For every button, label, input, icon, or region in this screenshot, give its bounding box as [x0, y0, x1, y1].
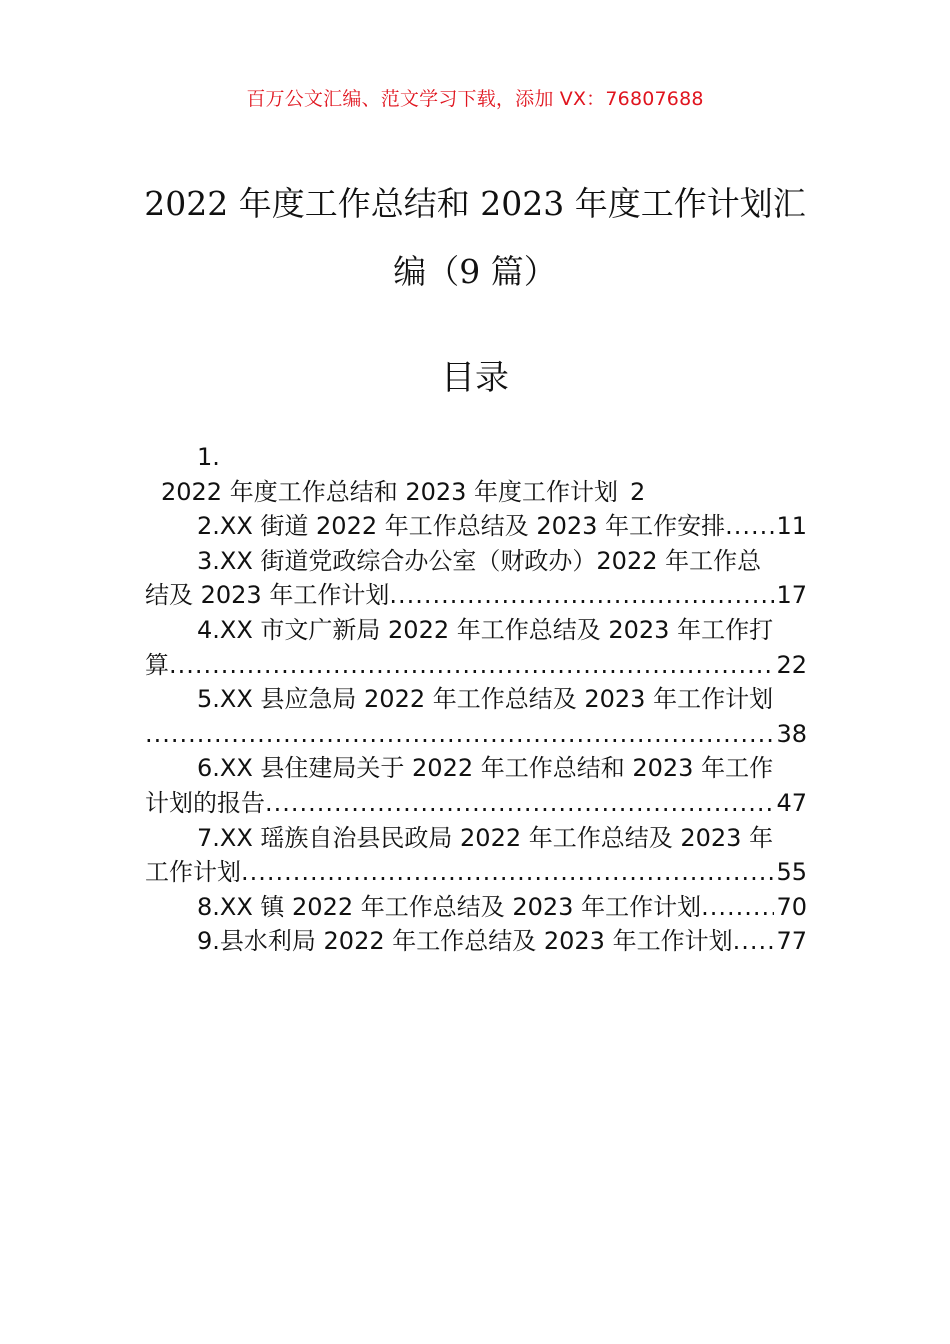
toc-entry-6-leader — [265, 786, 774, 821]
toc-entry-4-page: 22 — [776, 650, 807, 679]
toc-entry-3-leader — [389, 578, 774, 613]
toc-entry-5-line-2 — [145, 717, 807, 752]
toc-entry-4-title-part-1: 4.XX 市文广新局 2022 年工作总结及 2023 年工作打 — [197, 615, 774, 644]
toc-entry-3-line-2 — [145, 578, 807, 613]
toc-entry-7[interactable] — [145, 821, 807, 890]
toc-entry-7-title-part-2: 工作计划 — [145, 858, 241, 887]
toc-entry-7-leader — [241, 855, 774, 890]
toc-entry-6-line-2 — [145, 786, 807, 821]
toc-entry-4-leader — [169, 648, 774, 683]
toc-entry-1-title-line — [145, 475, 807, 510]
toc-entry-8-line — [145, 890, 807, 925]
toc-entry-4-line-1 — [145, 613, 807, 648]
toc-entry-2-title: 2.XX 街道 2022 年工作总结及 2023 年工作安排 — [197, 512, 726, 541]
toc-entry-5[interactable] — [145, 682, 807, 751]
toc-entry-2-line — [145, 509, 807, 544]
document-title — [120, 170, 830, 306]
toc-heading: 目录 — [441, 358, 509, 398]
toc-entry-4[interactable] — [145, 613, 807, 682]
document-title-line-1: 2022 年度工作总结和 2023 年度工作计划汇 — [144, 184, 806, 223]
toc-entry-7-line-2 — [145, 855, 807, 890]
toc-entry-6-line-1 — [145, 751, 807, 786]
header-promo-note: 百万公文汇编、范文学习下载，添加 VX：76807688 — [246, 88, 704, 110]
toc-entry-3-title-part-2: 结及 2023 年工作计划 — [145, 581, 390, 610]
toc-entry-5-title: 5.XX 县应急局 2022 年工作总结及 2023 年工作计划 — [197, 685, 774, 714]
toc-entry-4-line-2 — [145, 648, 807, 683]
toc-entry-7-title-part-1: 7.XX 瑶族自治县民政局 2022 年工作总结及 2023 年 — [197, 823, 774, 852]
toc-entry-9-leader — [733, 924, 775, 959]
toc-entry-9-line — [145, 924, 807, 959]
toc-entry-7-page: 55 — [776, 858, 807, 887]
toc-entry-5-leader — [145, 717, 774, 752]
toc-entry-1-page: 2 — [630, 477, 646, 506]
toc-entry-2[interactable] — [145, 509, 807, 544]
toc-entry-1-title: 2022 年度工作总结和 2023 年度工作计划 — [161, 477, 619, 506]
toc-entry-2-page: 11 — [776, 512, 807, 541]
toc-entry-1[interactable] — [145, 440, 807, 509]
toc-entry-6-page: 47 — [776, 788, 807, 817]
toc-entry-5-page: 38 — [776, 719, 807, 748]
toc-entry-4-title-part-2: 算 — [145, 650, 169, 679]
toc-entry-8-page: 70 — [776, 892, 807, 921]
toc-entry-1-number: 1. — [197, 443, 220, 471]
toc-entry-9[interactable] — [145, 924, 807, 959]
toc-entry-6-title-part-2: 计划的报告 — [145, 788, 265, 817]
toc-entry-3-line-1 — [145, 544, 807, 579]
toc-entry-1-number-line — [145, 440, 807, 475]
toc-entry-8-leader — [701, 890, 774, 925]
toc-entry-6[interactable] — [145, 751, 807, 820]
toc-entry-2-leader — [725, 509, 774, 544]
toc-entry-3-title-part-1: 3.XX 街道党政综合办公室（财政办）2022 年工作总 — [197, 546, 762, 575]
table-of-contents — [145, 440, 807, 959]
toc-entry-9-page: 77 — [776, 927, 807, 956]
toc-entry-6-title-part-1: 6.XX 县住建局关于 2022 年工作总结和 2023 年工作 — [197, 754, 774, 783]
document-title-line-2: 编（9 篇） — [393, 252, 557, 291]
toc-entry-8[interactable] — [145, 890, 807, 925]
toc-entry-3-page: 17 — [776, 581, 807, 610]
toc-entry-5-line-1 — [145, 682, 807, 717]
toc-entry-8-title: 8.XX 镇 2022 年工作总结及 2023 年工作计划 — [197, 892, 702, 921]
toc-entry-3[interactable] — [145, 544, 807, 613]
toc-entry-9-title: 9.县水利局 2022 年工作总结及 2023 年工作计划 — [197, 927, 733, 956]
toc-entry-7-line-1 — [145, 821, 807, 856]
